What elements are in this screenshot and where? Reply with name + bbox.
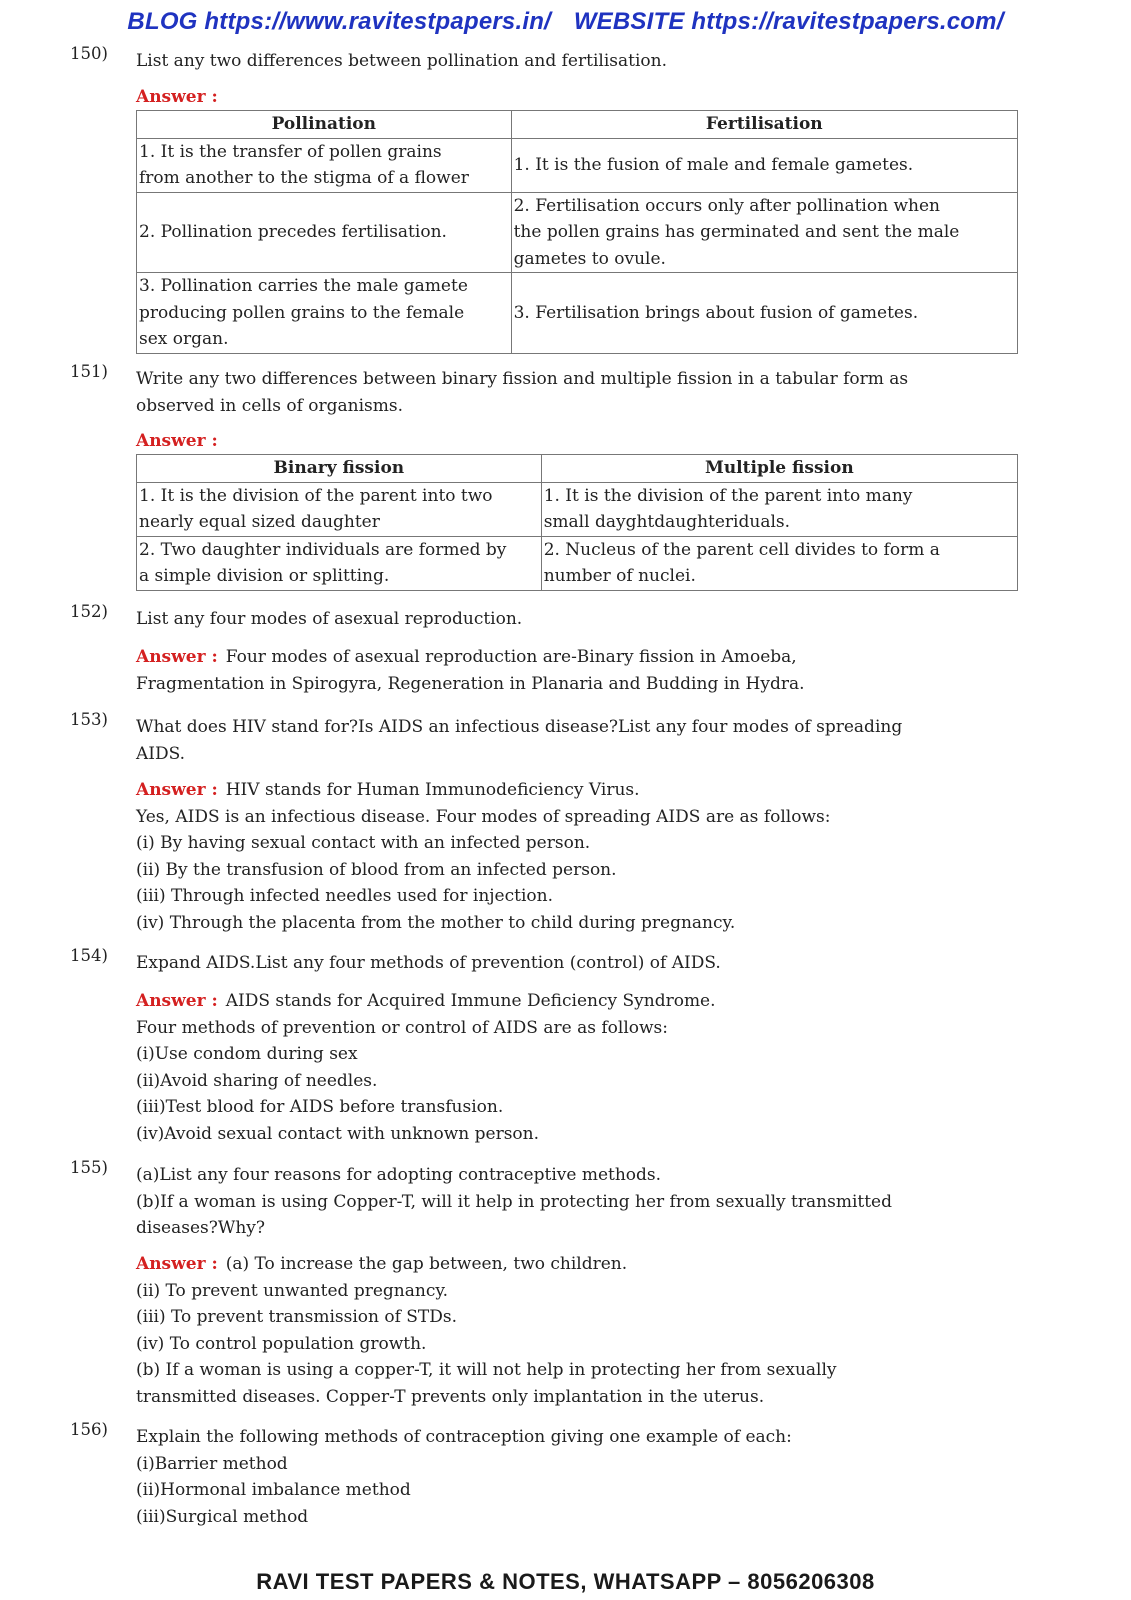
table-header-row (137, 111, 1018, 139)
question-text: List any two differences between pollination and fertilisation. (136, 51, 667, 71)
cell-text-line: 2. Two daughter individuals are formed by (139, 539, 507, 560)
column-header: Fertilisation (511, 111, 1017, 139)
question-number: 151) (70, 362, 108, 381)
cell-text-line: 1. It is the transfer of pollen grains (139, 141, 442, 162)
answer-label-151 (136, 428, 1036, 455)
page-header (0, 8, 1131, 36)
answer-153: Answer : HIV stands for Human Immunodeficiency Virus. Yes, AIDS is an infectious disease. Four modes of spreading AIDS are as follows: (i) By having sexual contact with an infected person. (ii) By the transfusion of blood from an infected person. (iii) Through infected needles used for injection. (iv) Through the placenta from the mother to child during pregnancy. (136, 780, 831, 933)
website-link[interactable]: WEBSITE https://ravitestpapers.com/ (573, 8, 1004, 35)
cell-text-line: gametes to ovule. (513, 248, 666, 269)
cell-text-line: small dayghtdaughteriduals. (543, 512, 791, 532)
cell-text-line: from another to the stigma of a flower (139, 168, 469, 188)
question-number: 156) (70, 1420, 108, 1439)
cell-text-line: 2. Fertilisation occurs only after pollination when (513, 195, 940, 216)
table-cell (137, 273, 512, 354)
column-header: Pollination (137, 111, 512, 139)
cell-text-line: the pollen grains has germinated and sent the male (513, 222, 960, 242)
pollination-fertilisation-table (136, 110, 1018, 354)
answer-label: Answer : (136, 1254, 218, 1274)
table-cell (511, 273, 1017, 354)
answer-label: Answer : (136, 647, 218, 667)
binary-multiple-fission-table (136, 454, 1018, 591)
table-cell (137, 536, 542, 590)
cell-text-line: number of nuclei. (543, 566, 696, 586)
question-number: 155) (70, 1158, 108, 1177)
table-row (137, 273, 1018, 354)
question-number: 153) (70, 710, 108, 729)
table-header-row (137, 455, 1018, 483)
cell-text-line: a simple division or splitting. (139, 566, 390, 586)
table-cell (137, 192, 512, 273)
cell-text-line: 2. Pollination precedes fertilisation. (139, 222, 447, 242)
column-header: Multiple fission (541, 455, 1017, 483)
cell-text-line: nearly equal sized daughter (139, 512, 380, 532)
cell-text-line: 3. Fertilisation brings about fusion of gametes. (513, 302, 919, 323)
question-text: Write any two differences between binary fission and multiple fission in a tabular form as observed in cells of organisms. (136, 369, 909, 416)
answer-154: Answer : AIDS stands for Acquired Immune Deficiency Syndrome. Four methods of prevention or control of AIDS are as follows: (i)Use condom during sex (ii)Avoid sharing of needles. (iii)Test blood for AIDS before transfusion. (iv)Avoid sexual contact with unknown person. (136, 991, 716, 1144)
answer-label: Answer : (136, 991, 218, 1011)
cell-text-line: 1. It is the division of the parent into many (543, 485, 913, 506)
cell-text-line: sex organ. (139, 329, 229, 349)
blog-link[interactable]: BLOG https://www.ravitestpapers.in/ (127, 8, 551, 35)
question-text: What does HIV stand for?Is AIDS an infectious disease?List any four modes of spreading AIDS. (136, 717, 903, 764)
table-cell (137, 138, 512, 192)
question-number: 150) (70, 44, 108, 63)
table-cell (511, 138, 1017, 192)
cell-text-line: 2. Nucleus of the parent cell divides to form a (543, 539, 940, 560)
table-row (137, 192, 1018, 273)
answer-label: Answer : (136, 431, 218, 451)
question-text: Explain the following methods of contraception giving one example of each: (i)Barrier method (ii)Hormonal imbalance method (iii)Surgical method (136, 1427, 792, 1527)
table-cell (541, 482, 1017, 536)
cell-text-line: producing pollen grains to the female (139, 302, 465, 323)
table-cell (541, 536, 1017, 590)
answer-155: Answer : (a) To increase the gap between, two children. (ii) To prevent unwanted pregnancy. (iii) To prevent transmission of STDs. (iv) To control population growth. (b) If a woman is using a copper-T, it will not help in protecting her from sexually transmitted diseases. Copper-T prevents only implantation in the uterus. (136, 1254, 837, 1407)
question-number: 152) (70, 602, 108, 621)
page-footer: RAVI TEST PAPERS & NOTES, WHATSAPP – 8056206308 (256, 1569, 875, 1594)
cell-text-line: 3. Pollination carries the male gamete (139, 276, 468, 296)
question-text: List any four modes of asexual reproduction. (136, 609, 523, 629)
question-text: (a)List any four reasons for adopting contraceptive methods. (b)If a woman is using Copper-T, will it help in protecting her from sexually transmitted diseases?Why? (136, 1165, 892, 1238)
table-row (137, 536, 1018, 590)
table-cell (137, 482, 542, 536)
question-number: 154) (70, 946, 108, 965)
answer-label: Answer : (136, 780, 218, 800)
table-cell (511, 192, 1017, 273)
cell-text-line: 1. It is the fusion of male and female gametes. (513, 154, 914, 175)
answer-label-150 (136, 84, 1036, 111)
cell-text-line: 1. It is the division of the parent into two (139, 485, 493, 506)
answer-152: Answer : Four modes of asexual reproduction are-Binary fission in Amoeba, Fragmentation in Spirogyra, Regeneration in Planaria and Budding in Hydra. (136, 647, 805, 694)
column-header: Binary fission (137, 455, 542, 483)
table-row (137, 138, 1018, 192)
answer-label: Answer : (136, 87, 218, 107)
question-text: Expand AIDS.List any four methods of prevention (control) of AIDS. (136, 953, 721, 973)
table-row (137, 482, 1018, 536)
